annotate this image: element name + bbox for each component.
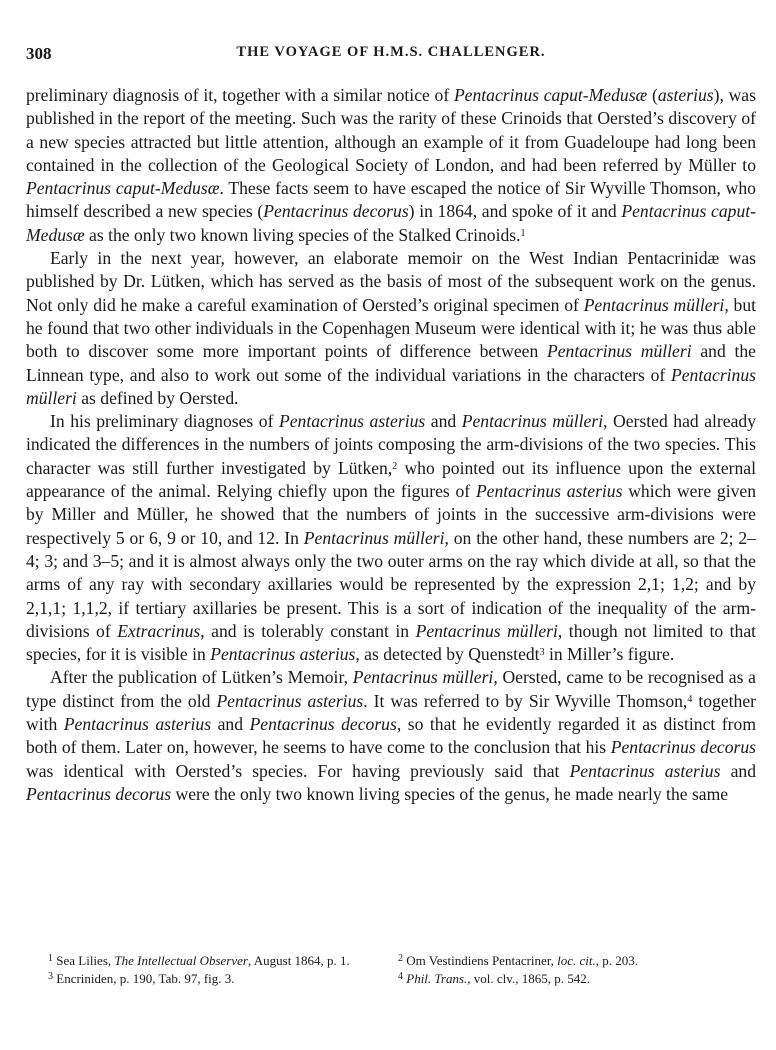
text-run: , though not limited to that species, for it is visible in: [26, 620, 757, 665]
text-run: , Oersted, came to be recognised as a type distinct from the old: [26, 667, 756, 711]
text-run: and: [211, 714, 250, 735]
italic-run: Pentacrinus asterius: [216, 690, 364, 711]
footnote-3: $^3$ Encriniden, p. 190, Tab. 97, fig. 3.: [48, 971, 235, 986]
footnote-mark: 1: [48, 953, 53, 964]
text-run: and: [720, 760, 756, 781]
italic-run: Pentacrinus decorus: [249, 714, 397, 735]
text-run: and: [425, 411, 462, 432]
footnote-1: $^1$ Sea Lilies, The Intellectual Observer, August 1864, p. 1.: [48, 953, 350, 968]
footnote-ref: 4: [687, 693, 693, 705]
text-run: (: [647, 85, 658, 105]
text-run: . These facts seem to have escaped the notice of Sir Wyville Thomson, who himself described a new species (: [26, 178, 756, 222]
text-run: as defined by Oersted.: [76, 387, 239, 408]
text-run: , Oersted had already indicated the differences in the numbers of joints composing the arm-divisions of the two species. This character was still further investigated by Lütken,: [26, 411, 756, 478]
text-run: , so that he evidently regarded it as distinct from both of them. Later on, however, he seems to have come to the conclusion that his: [26, 714, 757, 758]
text-run: , on the other hand, these numbers are 2; 2–4; 3; and 3–5; and it is almost always only the two outer arms on the ray which divide at all, so that the arms of any ray with secondary axillaries would be represented by the expression 2,1; 1,2; and by 2,1,1; 1,1,2, if tertiary axillaries be present. This is a sort of indication of the inequality of the arm-divisions of: [26, 527, 756, 641]
italic-run: Pentacrinus caput-Medusæ: [26, 178, 220, 199]
footnote-4: $^4$ Phil. Trans., vol. clv., 1865, p. 542.: [398, 971, 590, 986]
text-run: ), was published in the report of the meeting. Such was the rarity of these Crinoids that Oersted’s discovery of a new species attracted but little attention, although an example of it from Guadeloupe had long been contained in the collection of the Geological Society of London, and had been referred by Müller to: [26, 85, 756, 175]
footnote-mark: 2: [398, 953, 403, 964]
italic-run: Pentacrinus asterius: [210, 644, 356, 665]
italic-run: asterius: [657, 85, 714, 105]
footnotes: [48, 952, 748, 988]
italic-run: Pentacrinus mülleri: [352, 667, 494, 688]
italic-run: Pentacrinus decorus: [610, 737, 756, 758]
text-run: Early in the next year, however, an elaborate memoir on the West Indian Pentacrinidæ was published by Dr. Lütken, which has served as the basis of most of the subsequent work on the genus. Not only did he make a careful examination of Oersted’s original specimen of: [26, 248, 756, 315]
paragraph: [26, 247, 756, 410]
page-number: 308: [26, 44, 52, 63]
italic-run: Pentacrinus asterius: [569, 760, 721, 781]
text-run: and the Linnean type, and also to work out some of the individual variations in the characters of: [26, 341, 756, 385]
italic-run: Pentacrinus mülleri: [26, 364, 756, 408]
text-run: After the publication of Lütken’s Memoir,: [50, 667, 353, 688]
footnote-mark: 4: [398, 971, 403, 982]
footnote-mark: 3: [48, 971, 53, 982]
text-run: . It was referred to by Sir Wyville Thomson,: [363, 690, 688, 711]
italic-run: Pentacrinus decorus: [263, 201, 409, 222]
running-title: THE VOYAGE OF H.M.S. CHALLENGER.: [236, 44, 546, 60]
text-run: was identical with Oersted’s species. For having previously said that: [26, 760, 570, 781]
footnote-2: $^2$ Om Vestindiens Pentacriner, loc. cit., p. 203.: [398, 953, 639, 968]
text-run: , and is tolerably constant in: [200, 620, 416, 641]
footnote-ref: 1: [520, 227, 526, 239]
footnote-ref: 3: [539, 647, 545, 659]
text-run: were the only two known living species of the genus, he made nearly the same: [171, 783, 729, 804]
italic-run: Extracrinus: [117, 620, 201, 641]
italic-run: Pentacrinus decorus: [26, 783, 172, 804]
italic-run: Pentacrinus asterius: [63, 714, 212, 735]
text-run: , as detected by Quenstedt: [355, 644, 540, 665]
italic-run: Pentacrinus asterius: [475, 481, 623, 502]
italic-run: Pentacrinus mülleri: [547, 341, 692, 362]
italic-run: Pentacrinus caput-Medusæ: [26, 201, 757, 245]
paragraph: [26, 410, 756, 666]
text-run: who pointed out its influence upon the external appearance of the animal. Relying chiefly upon the figures of: [26, 457, 756, 502]
page-header: [26, 44, 756, 70]
italic-run: Pentacrinus mülleri: [583, 294, 725, 315]
italic-run: Pentacrinus caput-Medusæ: [453, 85, 648, 105]
text-run: preliminary diagnosis of it, together with a similar notice of: [26, 85, 454, 105]
italic-run: Pentacrinus asterius: [278, 411, 426, 432]
text-run: , but he found that two other individuals in the Copenhagen Museum were identical with it; he was thus able both to discover some more important points of difference between: [26, 294, 757, 362]
italic-run: Pentacrinus mülleri: [415, 620, 558, 641]
text-run: together with: [26, 690, 756, 735]
text-run: In his preliminary diagnoses of: [50, 411, 279, 432]
text-run: ) in 1864, and spoke of it and: [408, 201, 622, 222]
text-run: as the only two known living species of the Stalked Crinoids.: [84, 224, 521, 245]
text-run: which were given by Miller and Müller, he showed that the numbers of joints in the successive arm-divisions were respectively 5 or 6, 9 or 10, and 12. In: [26, 481, 757, 548]
paragraph: [26, 666, 756, 806]
italic-run: Pentacrinus mülleri: [303, 527, 445, 548]
paragraph: [26, 84, 756, 247]
footnote-ref: 2: [392, 460, 398, 472]
text-run: in Miller’s figure.: [544, 644, 675, 665]
italic-run: Pentacrinus mülleri: [461, 411, 604, 432]
body-text: [26, 84, 756, 806]
